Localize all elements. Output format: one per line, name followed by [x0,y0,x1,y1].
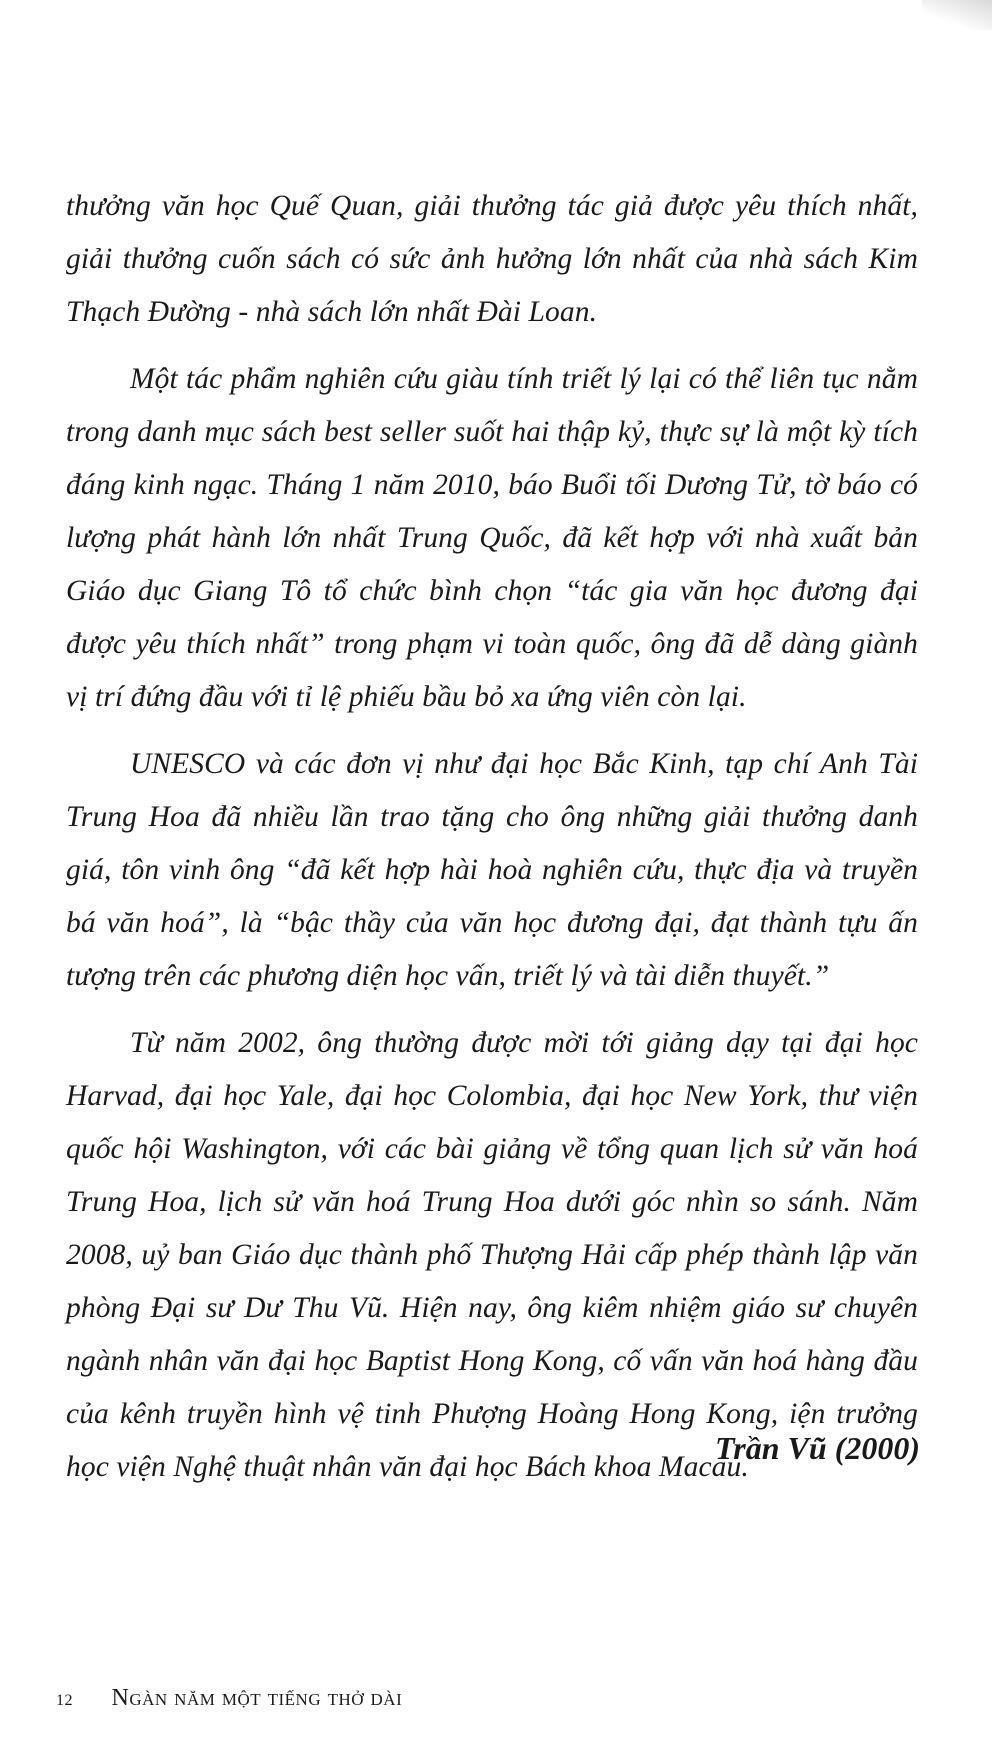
running-title: Ngàn năm một tiếng thở dài [111,1685,403,1711]
body-text [66,180,918,1508]
page-footer [56,1685,402,1712]
page-number: 12 [56,1692,73,1709]
paragraph-3: UNESCO và các đơn vị như đại học Bắc Kinh, tạp chí Anh Tài Trung Hoa đã nhiều lần trao tặng cho ông những giải thưởng danh giá, tôn vinh ông “đã kết hợp hài hoà nghiên cứu, thực địa và truyền bá văn hoá”, là “bậc thầy của văn học đương đại, đạt thành tựu ấn tượng trên các phương diện học vấn, triết lý và tài diễn thuyết.” [66,748,918,992]
paragraph-4: Từ năm 2002, ông thường được mời tới giảng dạy tại đại học Harvad, đại học Yale, đại học Colombia, đại học New York, thư viện quốc hội Washington, với các bài giảng về tổng quan lịch sử văn hoá Trung Hoa, lịch sử văn hoá Trung Hoa dưới góc nhìn so sánh. Năm 2008, uỷ ban Giáo dục thành phố Thượng Hải cấp phép thành lập văn phòng Đại sư Dư Thu Vũ. Hiện nay, ông kiêm nhiệm giáo sư chuyên ngành nhân văn đại học Baptist Hong Kong, cố vấn văn hoá hàng đầu của kênh truyền hình vệ tinh Phượng Hoàng Hong Kong, iện trưởng học viện Nghệ thuật nhân văn đại học Bách khoa Macau. [66,1027,918,1483]
paragraph-2: Một tác phẩm nghiên cứu giàu tính triết lý lại có thể liên tục nằm trong danh mục sách best seller suốt hai thập kỷ, thực sự là một kỳ tích đáng kinh ngạc. Tháng 1 năm 2010, báo Buổi tối Dương Tử, tờ báo có lượng phát hành lớn nhất Trung Quốc, đã kết hợp với nhà xuất bản Giáo dục Giang Tô tổ chức bình chọn “tác gia văn học đương đại được yêu thích nhất” trong phạm vi toàn quốc, ông đã dễ dàng giành vị trí đứng đầu với tỉ lệ phiếu bầu bỏ xa ứng viên còn lại. [66,363,918,713]
page-corner-shadow [922,0,992,30]
author-signature: Trần Vũ (2000) [714,1430,920,1466]
paragraph-1: thưởng văn học Quế Quan, giải thưởng tác giả được yêu thích nhất, giải thưởng cuốn sách có sức ảnh hưởng lớn nhất của nhà sách Kim Thạch Đường - nhà sách lớn nhất Đài Loan. [66,190,918,328]
